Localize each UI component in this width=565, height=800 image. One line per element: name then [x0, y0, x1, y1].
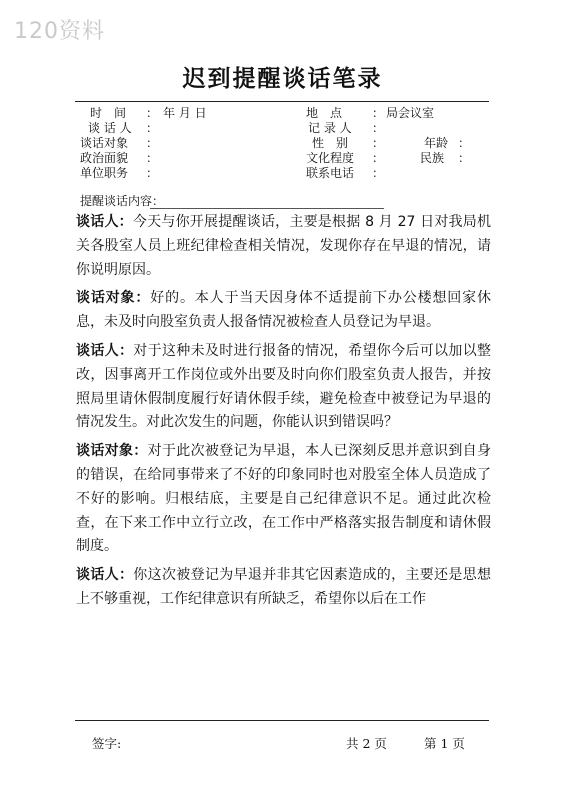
- speaker-label: 谈话对象：: [76, 443, 148, 460]
- dialogue-text: 你这次被登记为早退并非其它因素造成的，主要还是思想上不够重视，工作纪律意识有所缺乏，希望你以后在工作: [76, 567, 492, 607]
- speaker-label: 谈话人：: [76, 567, 134, 584]
- talker-colon: ：: [146, 121, 159, 135]
- recorder-label: 记 录 人: [308, 121, 352, 135]
- page-number: 第 1 页: [424, 736, 465, 751]
- education-colon: ：: [372, 151, 385, 165]
- phone-colon: ：: [372, 166, 385, 180]
- total-pages: 共 2 页: [346, 736, 387, 751]
- position-label: 单位职务: [80, 166, 129, 180]
- header-rule: [75, 101, 489, 102]
- gender-colon: ：: [372, 136, 385, 150]
- document-title: 迟到提醒谈话笔录: [182, 65, 383, 92]
- dialogue-text: 好的。本人于当天因身体不适提前下办公楼想回家休息，未及时向股室负责人报备情况被检查人员登记为早退。: [76, 290, 492, 331]
- time-value[interactable]: 年 月 日: [163, 106, 207, 120]
- political-colon: ：: [146, 151, 159, 165]
- dialogue-paragraph: [76, 340, 491, 435]
- ethnicity-colon: ：: [458, 151, 471, 165]
- speaker-label: 谈话人：: [76, 342, 134, 359]
- place-label: 地 点: [306, 106, 343, 120]
- content-label-underline: [150, 208, 384, 209]
- ethnicity-label: 民族: [420, 151, 445, 165]
- watermark: 120资料: [14, 19, 105, 44]
- age-colon: ：: [458, 136, 471, 150]
- age-label: 年龄: [424, 136, 449, 150]
- speaker-label: 谈话对象：: [76, 290, 151, 307]
- footer-rule: [75, 720, 489, 721]
- time-colon: ：: [146, 106, 159, 120]
- dialogue-paragraph: [76, 211, 491, 282]
- dialogue-paragraph: [76, 287, 491, 335]
- speaker-label: 谈话人：: [76, 214, 133, 230]
- recorder-colon: ：: [372, 121, 385, 135]
- place-colon: ：: [372, 106, 385, 120]
- political-label: 政治面貌: [80, 151, 129, 165]
- target-colon: ：: [146, 136, 159, 150]
- gender-label: 性 别: [312, 136, 349, 150]
- dialogue-body: [76, 211, 491, 617]
- phone-label: 联系电话: [306, 166, 355, 180]
- time-label: 时 间: [90, 106, 127, 120]
- content-label: 提醒谈话内容：: [80, 194, 165, 208]
- talker-label: 谈 话 人: [88, 121, 132, 135]
- dialogue-text: 对于这种未及时进行报备的情况，希望你今后可以加以整改，因事离开工作岗位或外出要及时向你们股室负责人报告，并按照局里请休假制度履行好请休假手续，避免检查中被登记为早退的情况发生。对此次发生的问题，你能认识到错误吗？: [76, 342, 492, 431]
- place-value[interactable]: 局会议室: [386, 106, 435, 120]
- position-colon: ：: [146, 166, 159, 180]
- target-label: 谈话对象: [80, 136, 129, 150]
- education-label: 文化程度: [306, 151, 355, 165]
- dialogue-text: 对于此次被登记为早退，本人已深刻反思并意识到自身的错误，在给同事带来了不好的印象同时也对股室全体人员造成了不好的影响。归根结底，主要是自己纪律意识不足。通过此次检查，在下来工作中立行立改，在工作中严格落实报告制度和请休假制度。: [76, 443, 492, 555]
- dialogue-text: 今天与你开展提醒谈话，主要是根据 8 月 27 日对我局机关各股室人员上班纪律检查相关情况，发现你存在早退的情况，请你说明原因。: [76, 214, 492, 278]
- signature-label: 签字:: [92, 736, 122, 751]
- dialogue-paragraph: [76, 564, 491, 612]
- dialogue-paragraph: [76, 440, 491, 559]
